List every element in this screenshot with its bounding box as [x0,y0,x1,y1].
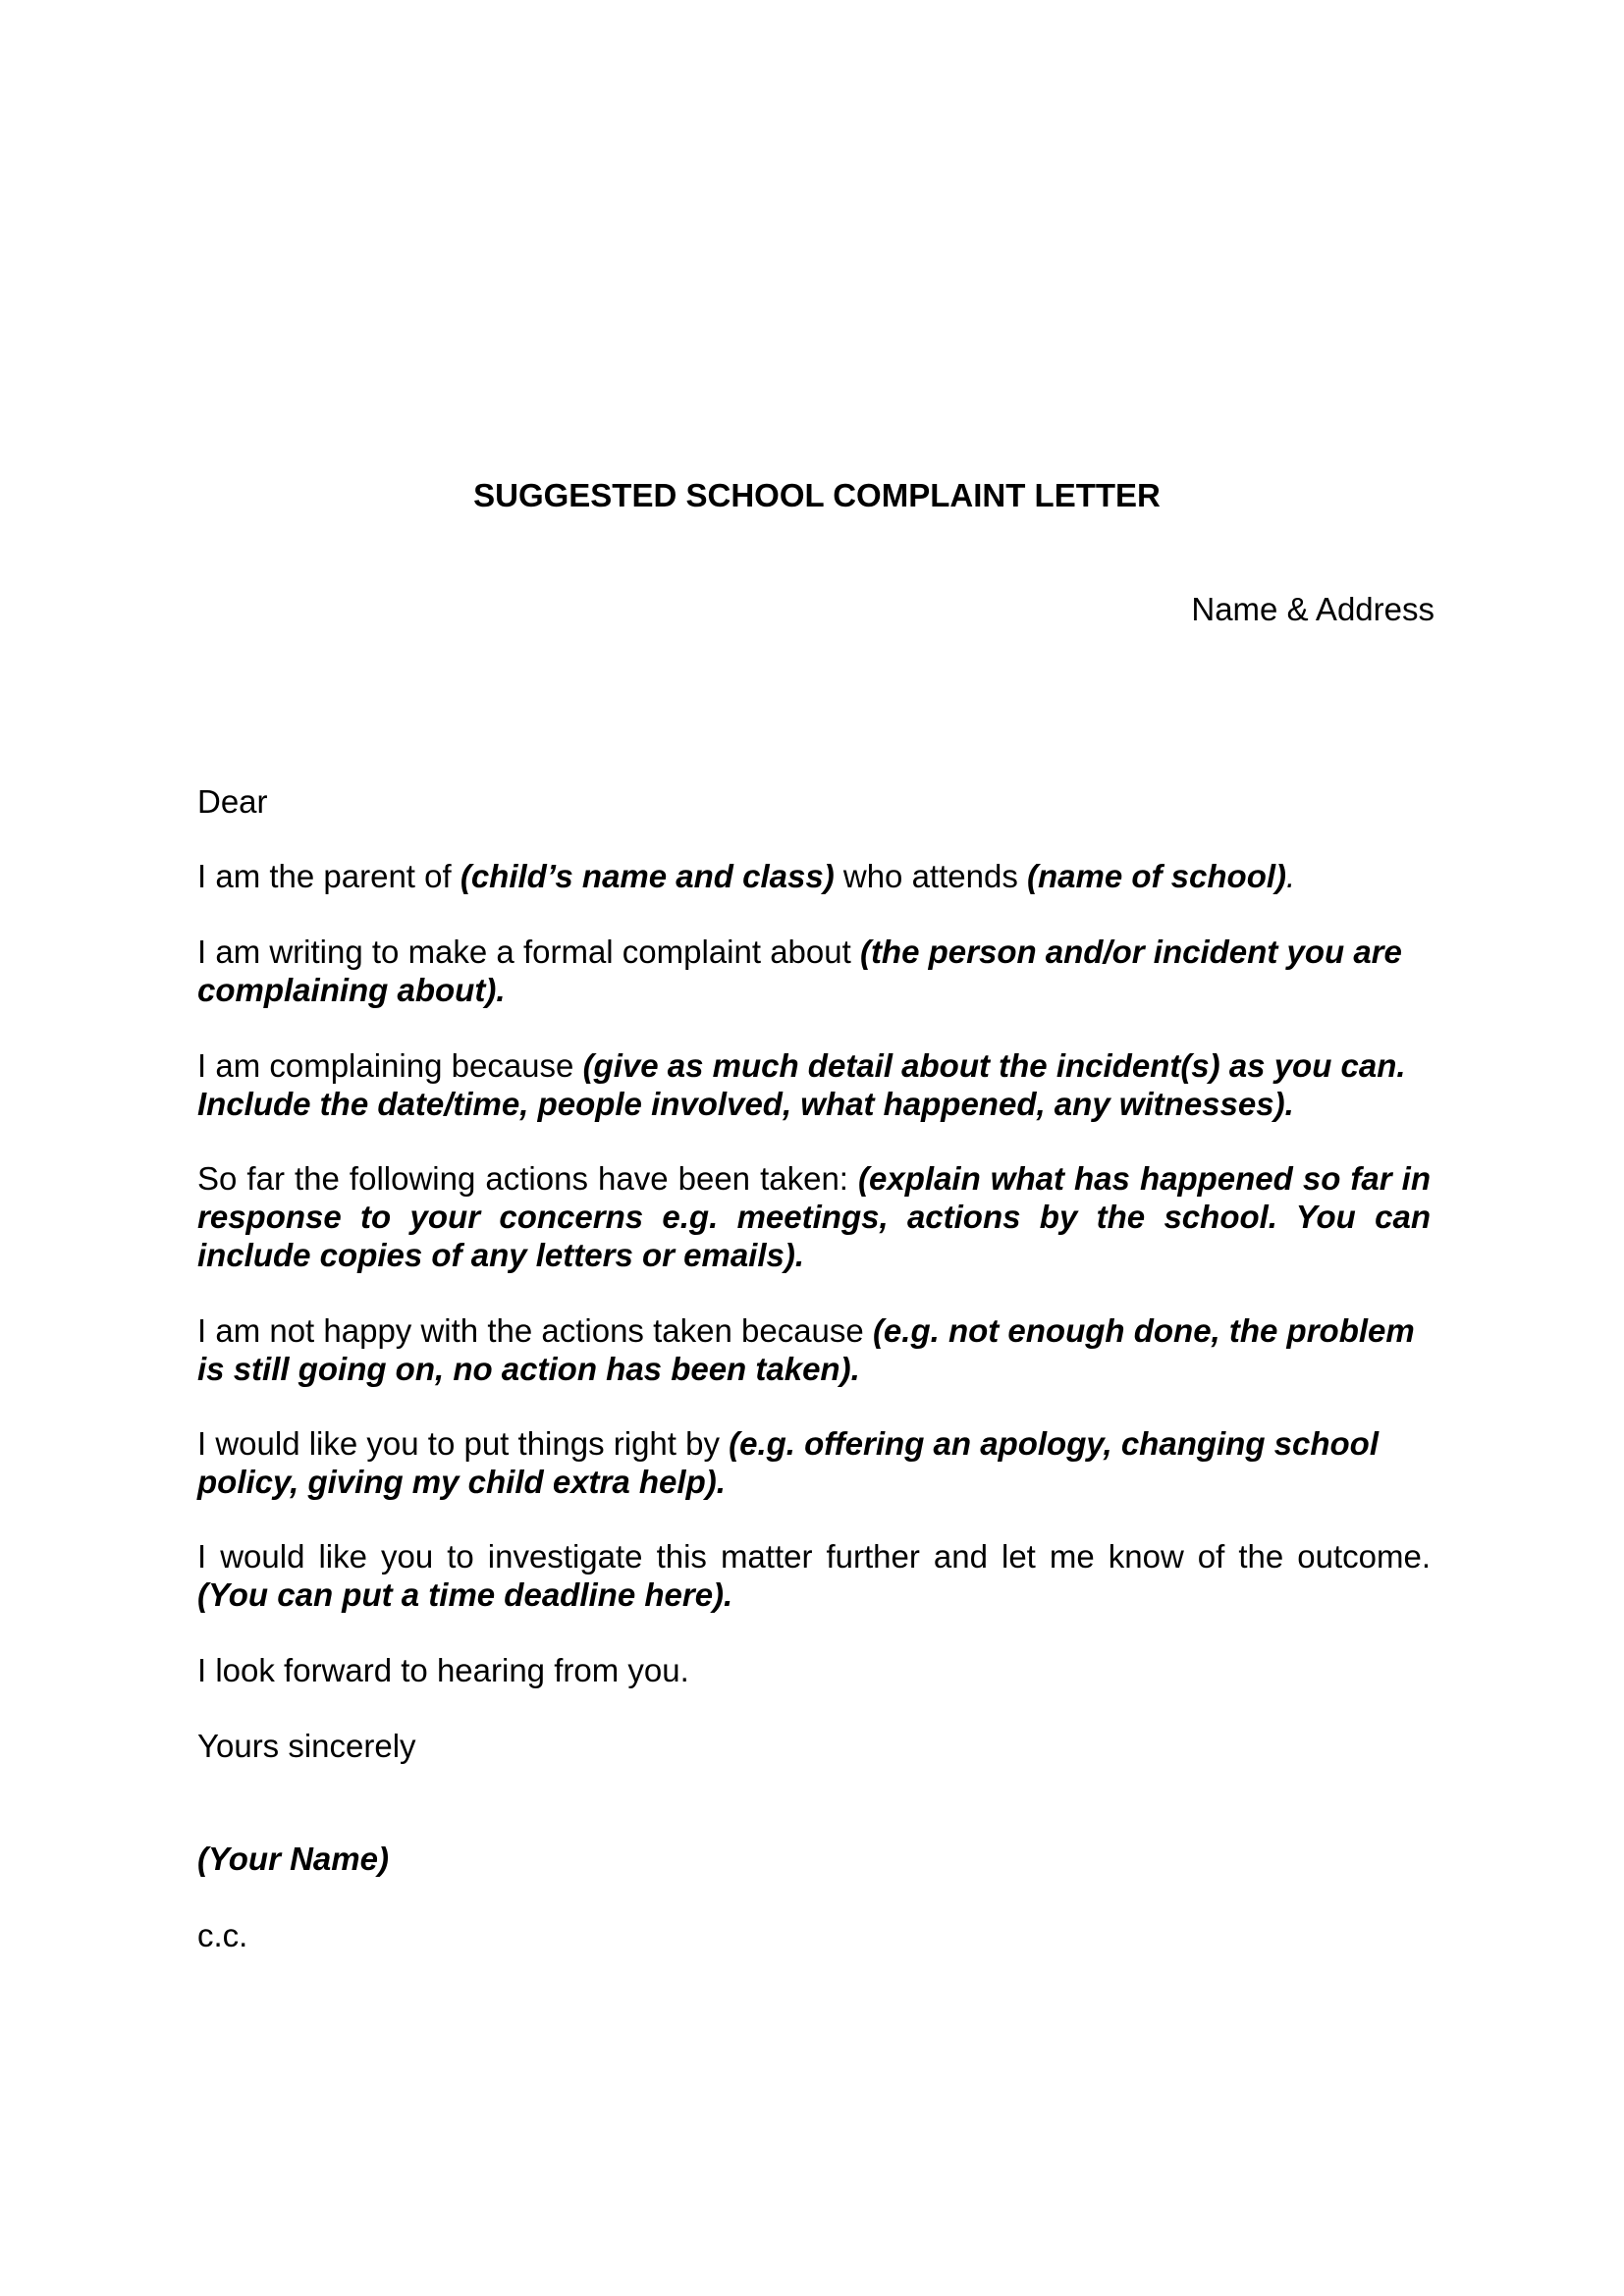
paragraph-dissatisfaction [197,1311,1431,1388]
cc-line: c.c. [197,1917,248,1953]
paragraph-text: I would like you to investigate this matter further and let me know of the outcome. [197,1538,1431,1575]
paragraph-text: who attends [834,858,1027,894]
placeholder-actions-taken: (explain what has happened so far in response to your concerns e.g. meetings, actions by the school. You can include copies of any letters or emails). [197,1160,1431,1273]
sender-address: Name & Address [1191,591,1435,627]
page-title: SUGGESTED SCHOOL COMPLAINT LETTER [473,477,1161,513]
paragraph-actions-taken [197,1159,1431,1274]
paragraph-text: I would like you to put things right by [197,1425,730,1462]
placeholder-deadline: (You can put a time deadline here). [197,1576,733,1613]
paragraph-text: I am complaining because [197,1047,583,1084]
salutation: Dear [197,783,268,820]
placeholder-remedy: (e.g. offering an apology, changing school policy, giving my child extra help). [197,1425,1380,1500]
closing: Yours sincerely [197,1728,416,1764]
paragraph-text: I am not happy with the actions taken because [197,1312,873,1349]
paragraph-complaint-subject [197,933,1431,1009]
paragraph-text: . [1286,858,1296,894]
paragraph-text: I am writing to make a formal complaint about [197,934,860,970]
paragraph-text: So far the following actions have been taken: [197,1160,859,1197]
paragraph-closing-line: I look forward to hearing from you. [197,1652,689,1688]
placeholder-complaint-subject: (the person and/or incident you are complaining about). [197,934,1402,1008]
placeholder-school-name: (name of school) [1027,858,1287,894]
paragraph-investigation [197,1537,1431,1614]
paragraph-remedy [197,1424,1431,1501]
placeholder-signature: (Your Name) [197,1841,389,1877]
paragraph-text: I am the parent of [197,858,460,894]
paragraph-complaint-reason [197,1046,1431,1123]
placeholder-incident-details: (give as much detail about the incident(s) as you can. Include the date/time, people involved, what happened, any witnesses). [197,1047,1406,1122]
paragraph-child-details [197,857,1431,895]
placeholder-dissatisfaction-reason: (e.g. not enough done, the problem is still going on, no action has been taken). [197,1312,1415,1387]
placeholder-child-name: (child’s name and class) [460,858,835,894]
